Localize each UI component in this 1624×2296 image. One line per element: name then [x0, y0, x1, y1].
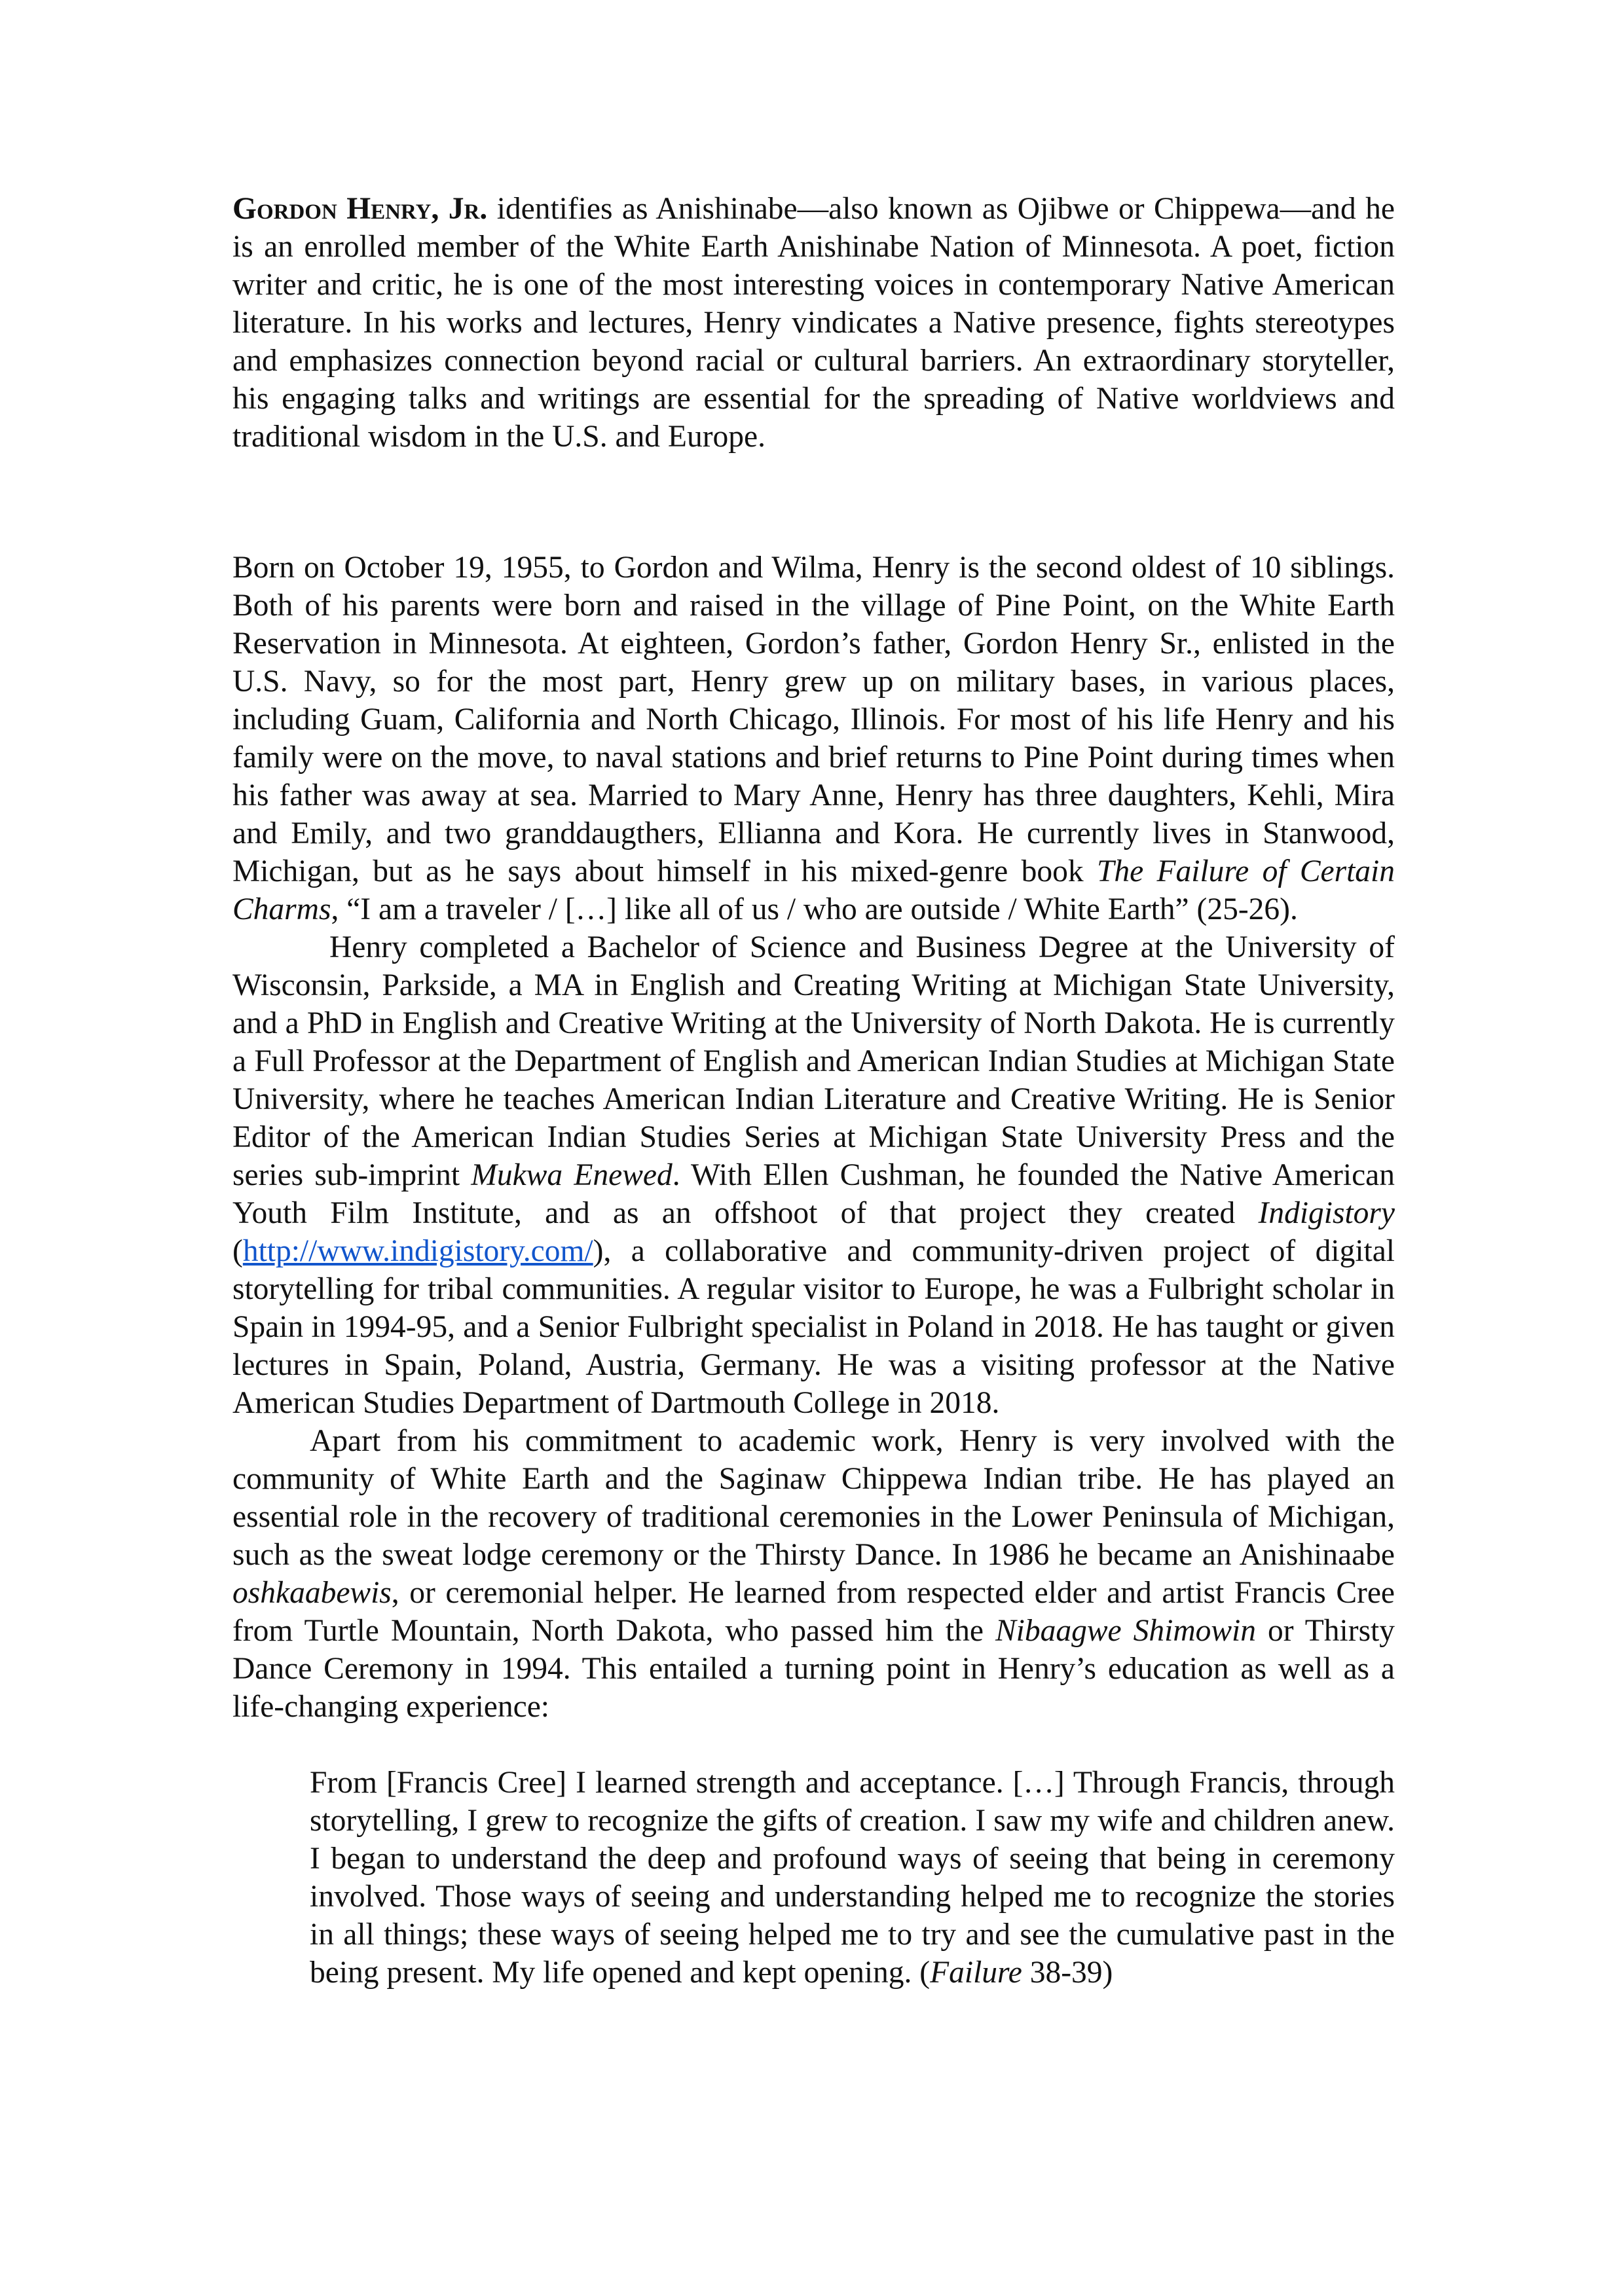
biography-p3-mid: , or ceremonial helper. He learned from respected elder and artist Francis Cree from Turtle Mountain, North Dakota, who passed him the	[232, 1576, 1395, 1648]
ceremony-name: Nibaagwe Shimowin	[995, 1614, 1257, 1648]
biography-p1-text: Born on October 19, 1955, to Gordon and Wilma, Henry is the second oldest of 10 siblings. Both of his parents were born and raised in the village of Pine Point, on the White Earth Reservation in Minnesota. At eighteen, Gordon’s father, Gordon Henry Sr., enlisted in the U.S. Navy, so for the most part, Henry grew up on military bases, in various places, including Guam, California and North Chicago, Illinois. For most of his life Henry and his family were on the move, to naval stations and brief returns to Pine Point during times when his father was away at sea. Married to Mary Anne, Henry has three daughters, Kehli, Mira and Emily, and two granddaugthers, Ellianna and Kora. He currently lives in Stanwood, Michigan, but as he says about himself in his mixed-genre book	[232, 551, 1395, 888]
biography-p1-end: , “I am a traveler / […] like all of us / who are outside / White Earth” (25-26).	[331, 892, 1298, 926]
author-name: Gordon Henry, Jr.	[232, 192, 488, 226]
biography-p2-open-paren: (	[232, 1234, 243, 1268]
author-intro-paragraph	[232, 190, 1395, 456]
quote-pages: 38-39)	[1022, 1956, 1113, 1990]
imprint-title: Mukwa Enewed	[471, 1158, 673, 1192]
quote-source: Failure	[930, 1956, 1022, 1990]
biography-p2-mid: . With Ellen Cushman, he founded the Native American Youth Film Institute, and as an offshoot of that project they created	[232, 1158, 1395, 1230]
quote-text: From [Francis Cree] I learned strength and acceptance. […] Through Francis, through storytelling, I grew to recognize the gifts of creation. I saw my wife and children anew. I began to understand the deep and profound ways of seeing that being in ceremony involved. Those ways of seeing and understanding helped me to recognize the stories in all things; these ways of seeing helped me to try and see the cumulative past in the being present. My life opened and kept opening. (	[310, 1766, 1395, 1990]
author-intro-text: identifies as Anishinabe—also known as Ojibwe or Chippewa—and he is an enrolled member of the White Earth Anishinabe Nation of Minnesota. A poet, fiction writer and critic, he is one of the most interesting voices in contemporary Native American literature. In his works and lectures, Henry vindicates a Native presence, fights stereotypes and emphasizes connection beyond racial or cultural barriers. An extraordinary storyteller, his engaging talks and writings are essential for the spreading of Native worldviews and traditional wisdom in the U.S. and Europe.	[232, 192, 1395, 454]
biography-p2-text: Henry completed a Bachelor of Science and Business Degree at the University of Wisconsin, Parkside, a MA in English and Creating Writing at Michigan State University, and a PhD in English and Creative Writing at the University of North Dakota. He is currently a Full Professor at the Department of English and American Indian Studies at Michigan State University, where he teaches American Indian Literature and Creative Writing. He is Senior Editor of the American Indian Studies Series at Michigan State University Press and the series sub-imprint	[232, 930, 1395, 1192]
biography-paragraph-2	[232, 928, 1395, 1422]
ceremonial-term: oshkaabewis	[232, 1576, 392, 1610]
indigistory-link[interactable]: http://www.indigistory.com/	[242, 1234, 593, 1268]
book-title: The Failure of Certain Charms	[232, 854, 1395, 926]
biography-paragraph-3	[232, 1422, 1395, 1726]
biography-p2-end: ), a collaborative and community-driven project of digital storytelling for tribal communities. A regular visitor to Europe, he was a Fulbright scholar in Spain in 1994-95, and a Senior Fulbright specialist in Poland in 2018. He has taught or given lectures in Spain, Poland, Austria, Germany. He was a visiting professor at the Native American Studies Department of Dartmouth College in 2018.	[232, 1234, 1395, 1420]
document-page	[232, 190, 1395, 1992]
biography-paragraph-1	[232, 549, 1395, 928]
biography-p3-text: Apart from his commitment to academic work, Henry is very involved with the community of White Earth and the Saginaw Chippewa Indian tribe. He has played an essential role in the recovery of traditional ceremonies in the Lower Peninsula of Michigan, such as the sweat lodge ceremony or the Thirsty Dance. In 1986 he became an Anishinaabe	[232, 1424, 1395, 1572]
project-title: Indigistory	[1258, 1196, 1395, 1230]
block-quote	[310, 1764, 1395, 1992]
biography-p3-end: or Thirsty Dance Ceremony in 1994. This entailed a turning point in Henry’s education as well as a life-changing experience:	[232, 1614, 1395, 1724]
